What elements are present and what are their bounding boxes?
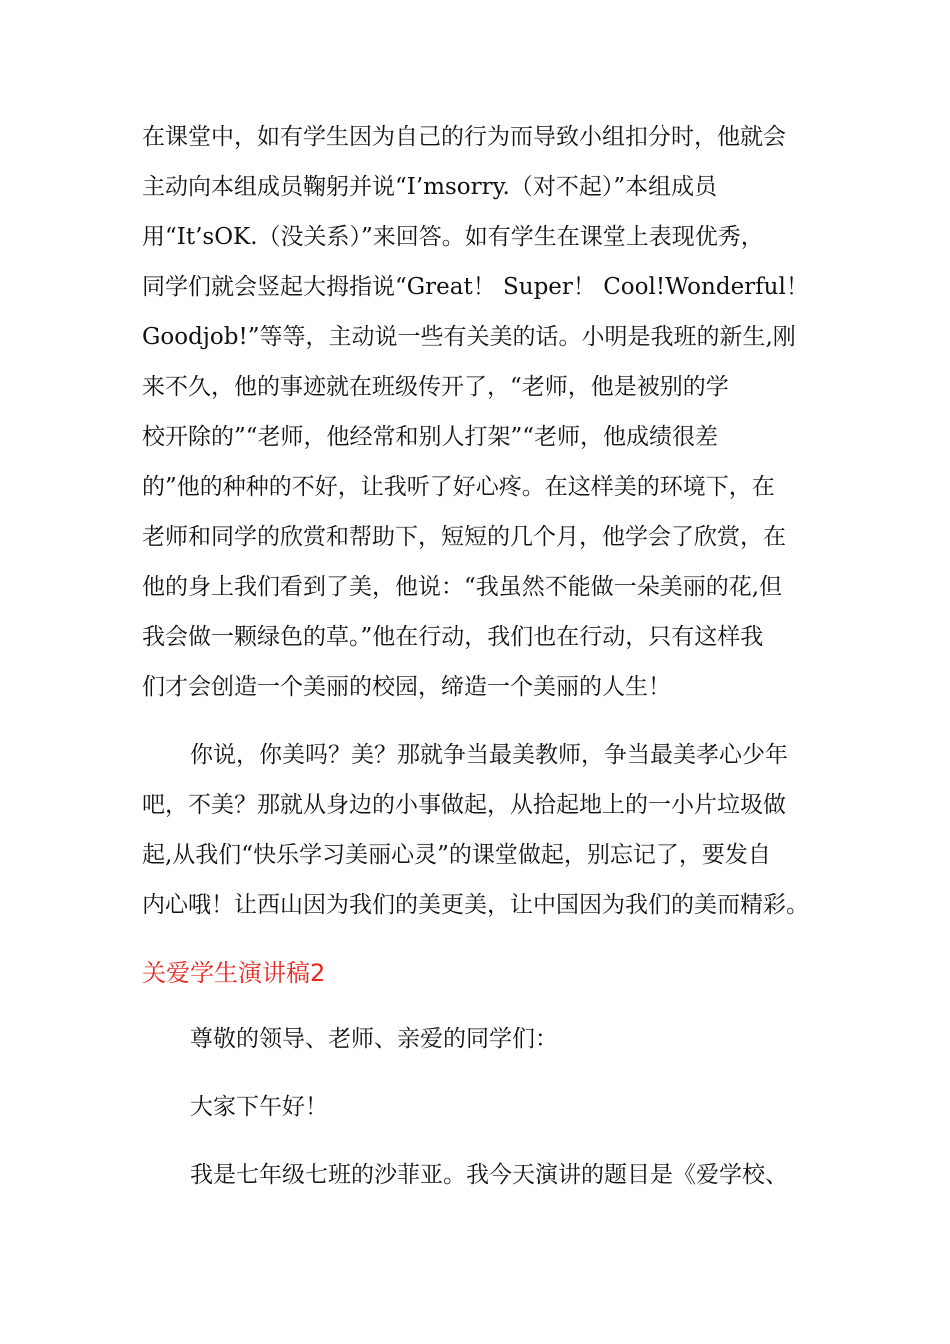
greeting-line: 尊敬的领导、老师、亲爱的同学们：: [190, 1026, 558, 1052]
paragraph-1-line-2: 主动向本组成员鞠躬并说“I’msorry.（对不起）”本组成员: [142, 174, 718, 200]
paragraph-2-line-3: 起,从我们“快乐学习美丽心灵”的课堂做起，别忘记了，要发自: [142, 842, 771, 868]
paragraph-1-line-9: 老师和同学的欣赏和帮助下，短短的几个月，他学会了欣赏，在: [142, 524, 786, 550]
paragraph-1-line-10: 他的身上我们看到了美，他说：“我虽然不能做一朵美丽的花,但: [142, 574, 783, 600]
paragraph-1-line-12: 们才会创造一个美丽的校园，缔造一个美丽的人生！: [142, 674, 671, 700]
section-heading: 关爱学生演讲稿2: [142, 959, 326, 987]
paragraph-1-line-5: Goodjob!”等等，主动说一些有关美的话。小明是我班的新生,刚: [142, 324, 796, 350]
paragraph-2-line-1: 你说，你美吗？美？那就争当最美教师，争当最美孝心少年: [190, 742, 788, 768]
intro-line: 我是七年级七班的沙菲亚。我今天演讲的题目是《爱学校、: [190, 1162, 788, 1188]
paragraph-2-line-2: 吧，不美？那就从身边的小事做起，从拾起地上的一小片垃圾做: [142, 792, 786, 818]
paragraph-1-line-11: 我会做一颗绿色的草。”他在行动，我们也在行动，只有这样我: [142, 624, 764, 650]
paragraph-1-line-1: 在课堂中，如有学生因为自己的行为而导致小组扣分时，他就会: [142, 124, 786, 150]
paragraph-1-line-3: 用“It’sOK.（没关系）”来回答。如有学生在课堂上表现优秀，: [142, 224, 764, 250]
salutation-line: 大家下午好！: [190, 1094, 328, 1120]
paragraph-1-line-8: 的”他的种种的不好，让我听了好心疼。在这样美的环境下，在: [142, 474, 775, 500]
paragraph-1-line-6: 来不久，他的事迹就在班级传开了，“老师，他是被别的学: [142, 374, 729, 400]
paragraph-1-line-7: 校开除的”“老师，他经常和别人打架”“老师，他成绩很差: [142, 424, 719, 450]
paragraph-2-line-4: 内心哦！让西山因为我们的美更美，让中国因为我们的美而精彩。: [142, 892, 809, 918]
paragraph-1-line-4: 同学们就会竖起大拇指说“Great！ Super！ Cool!Wonderful！: [142, 274, 809, 300]
